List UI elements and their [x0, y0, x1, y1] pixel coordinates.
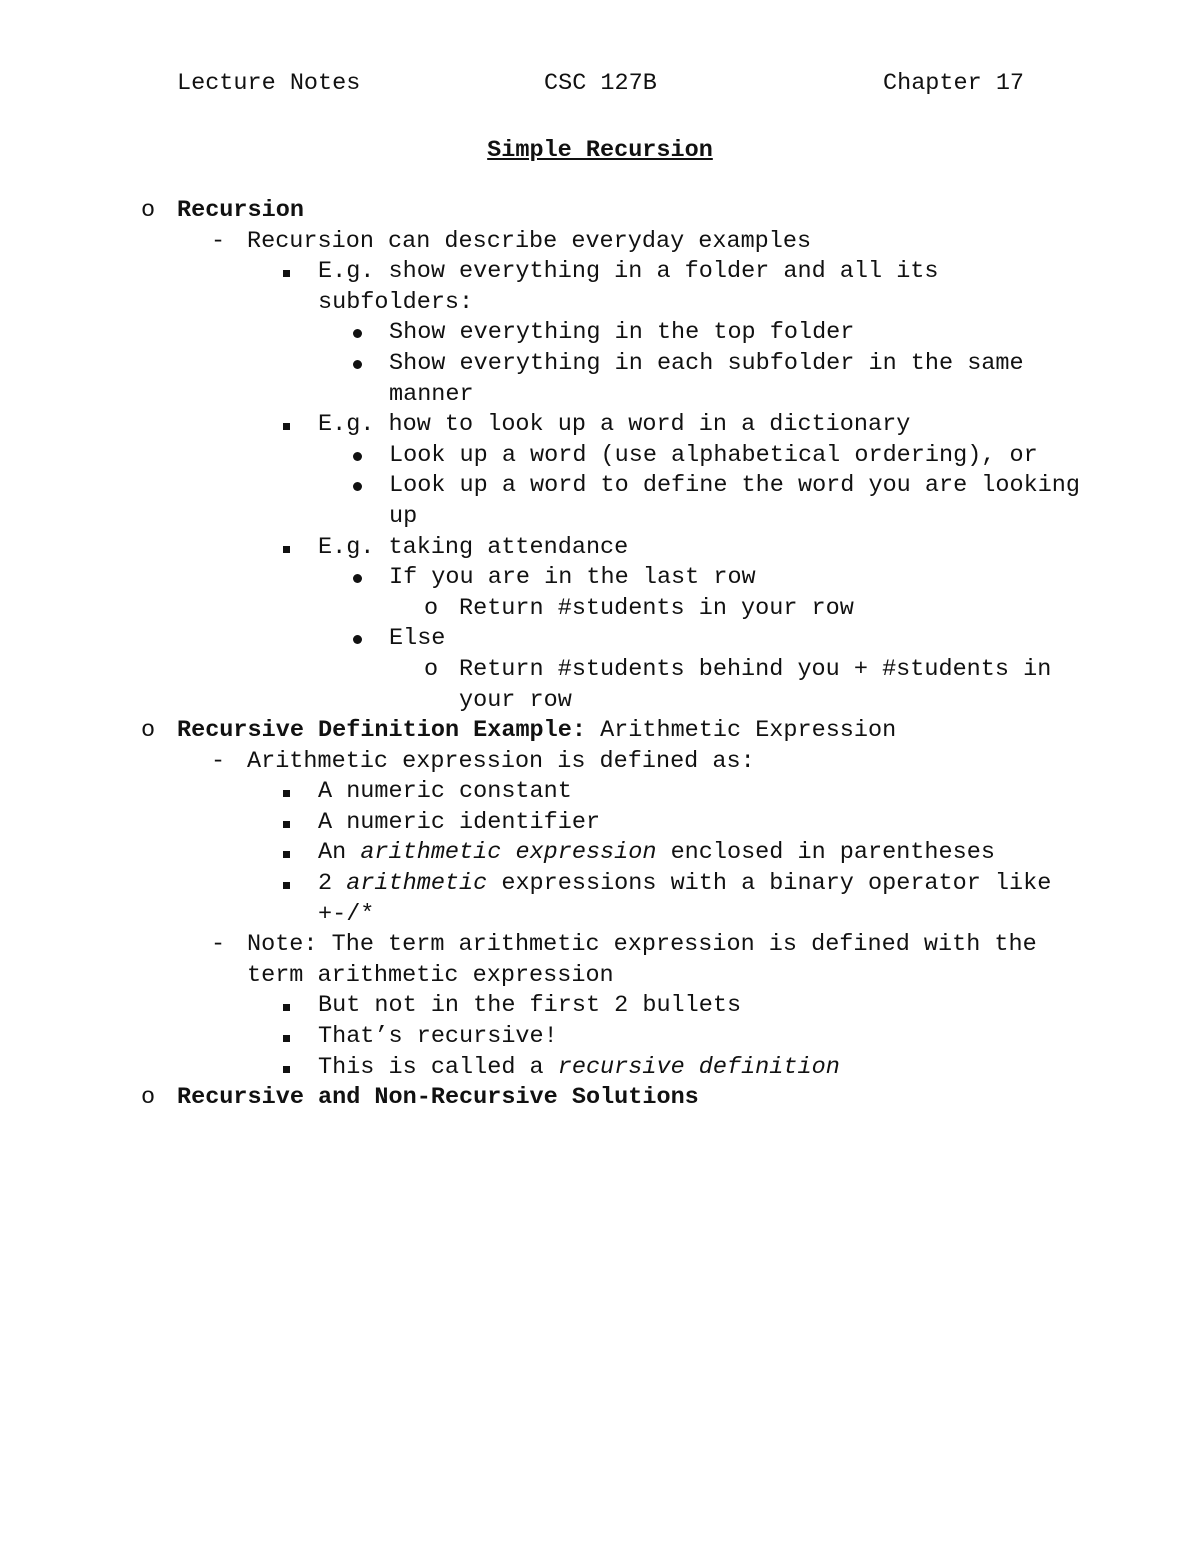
- outline-item: [0, 410, 1200, 441]
- outline-item: [0, 1053, 1200, 1084]
- level5-marker: o: [424, 655, 439, 683]
- outline-item: [0, 655, 1200, 686]
- dash-marker: -: [211, 227, 226, 255]
- outline-item: [0, 1022, 1200, 1053]
- square-bullet-icon: [283, 1066, 290, 1073]
- list-item-post: enclosed in parentheses: [656, 839, 995, 867]
- list-item: But not in the first 2 bullets: [318, 992, 742, 1020]
- header-left: Lecture Notes: [177, 70, 361, 97]
- page-title: Simple Recursion: [487, 137, 713, 164]
- round-bullet-icon: [353, 360, 362, 369]
- list-item: E.g. show everything in a folder and all its: [318, 258, 939, 286]
- list-item: your row: [459, 686, 572, 714]
- outline-item: [0, 716, 1200, 747]
- list-item: A numeric identifier: [318, 808, 601, 836]
- outline-item-continued: [0, 961, 1200, 992]
- list-item-pre: An: [318, 839, 361, 867]
- outline-item: [0, 808, 1200, 839]
- outline-item: [0, 930, 1200, 961]
- outline-item-continued: [0, 900, 1200, 931]
- outline-item: [0, 777, 1200, 808]
- dash-marker: -: [211, 747, 226, 775]
- outline-item: [0, 838, 1200, 869]
- outline-item: [0, 441, 1200, 472]
- list-item: +-/*: [318, 900, 375, 928]
- list-item-pre: This is called a: [318, 1053, 558, 1081]
- list-item-italic: recursive definition: [557, 1053, 840, 1081]
- square-bullet-icon: [283, 821, 290, 828]
- section-heading-definition: Recursive Definition Example:: [177, 717, 586, 745]
- section-heading-recursion: Recursion: [177, 197, 304, 224]
- square-bullet-icon: [283, 423, 290, 430]
- outline-item: [0, 1083, 1200, 1114]
- list-item: Recursion can describe everyday examples: [247, 227, 812, 255]
- list-item-italic: arithmetic: [346, 870, 488, 898]
- list-item: Look up a word (use alphabetical ordering), or: [389, 441, 1038, 469]
- list-item: term arithmetic expression: [247, 961, 614, 989]
- list-item: manner: [389, 380, 474, 408]
- section-heading-solutions: Recursive and Non-Recursive Solutions: [177, 1084, 699, 1112]
- level1-marker: o: [141, 717, 156, 745]
- outline-item: [0, 349, 1200, 380]
- list-item-post: expressions with a binary operator like: [487, 870, 1052, 898]
- outline-item: [0, 196, 1200, 227]
- list-item: Return #students behind you + #students in: [459, 655, 1052, 683]
- dash-marker: -: [211, 931, 226, 959]
- outline-item: [0, 257, 1200, 288]
- list-item: Look up a word to define the word you are looking: [389, 472, 1081, 500]
- outline-item: [0, 991, 1200, 1022]
- outline-item: [0, 533, 1200, 564]
- list-item: Else: [389, 625, 446, 653]
- square-bullet-icon: [283, 790, 290, 797]
- round-bullet-icon: [353, 452, 362, 461]
- round-bullet-icon: [353, 635, 362, 644]
- level1-marker: o: [141, 1084, 156, 1112]
- square-bullet-icon: [283, 1035, 290, 1042]
- list-item-pre: 2: [318, 870, 347, 898]
- list-item: Note: The term arithmetic expression is defined with the: [247, 931, 1037, 959]
- list-item: Arithmetic expression is defined as:: [247, 747, 755, 775]
- outline-item-continued: [0, 686, 1200, 717]
- level5-marker: o: [424, 594, 439, 622]
- outline: [0, 196, 1200, 1114]
- outline-item: [0, 594, 1200, 625]
- outline-item-continued: [0, 288, 1200, 319]
- outline-item: [0, 318, 1200, 349]
- list-item-italic: arithmetic expression: [360, 839, 657, 867]
- outline-item-continued: [0, 502, 1200, 533]
- outline-item: [0, 869, 1200, 900]
- list-item: up: [389, 502, 418, 530]
- round-bullet-icon: [353, 574, 362, 583]
- round-bullet-icon: [353, 482, 362, 491]
- list-item: That’s recursive!: [318, 1023, 558, 1051]
- header-center: CSC 127B: [544, 70, 657, 97]
- square-bullet-icon: [283, 546, 290, 553]
- round-bullet-icon: [353, 329, 362, 338]
- list-item: subfolders:: [318, 288, 474, 316]
- level1-marker: o: [141, 197, 156, 224]
- outline-item: [0, 747, 1200, 778]
- list-item: Show everything in the top folder: [389, 319, 855, 347]
- page-header: [0, 70, 1200, 100]
- square-bullet-icon: [283, 851, 290, 858]
- outline-item: [0, 563, 1200, 594]
- square-bullet-icon: [283, 270, 290, 277]
- outline-item: [0, 624, 1200, 655]
- list-item: E.g. how to look up a word in a dictionary: [318, 411, 911, 439]
- outline-item: [0, 471, 1200, 502]
- list-item: Show everything in each subfolder in the same: [389, 349, 1024, 377]
- header-right: Chapter 17: [883, 70, 1025, 97]
- list-item: E.g. taking attendance: [318, 533, 629, 561]
- outline-item: [0, 227, 1200, 258]
- section-heading-definition-rest: Arithmetic Expression: [585, 717, 897, 745]
- square-bullet-icon: [283, 882, 290, 889]
- list-item: Return #students in your row: [459, 594, 854, 622]
- square-bullet-icon: [283, 1004, 290, 1011]
- outline-item-continued: [0, 380, 1200, 411]
- list-item: If you are in the last row: [389, 564, 756, 592]
- list-item: A numeric constant: [318, 778, 572, 806]
